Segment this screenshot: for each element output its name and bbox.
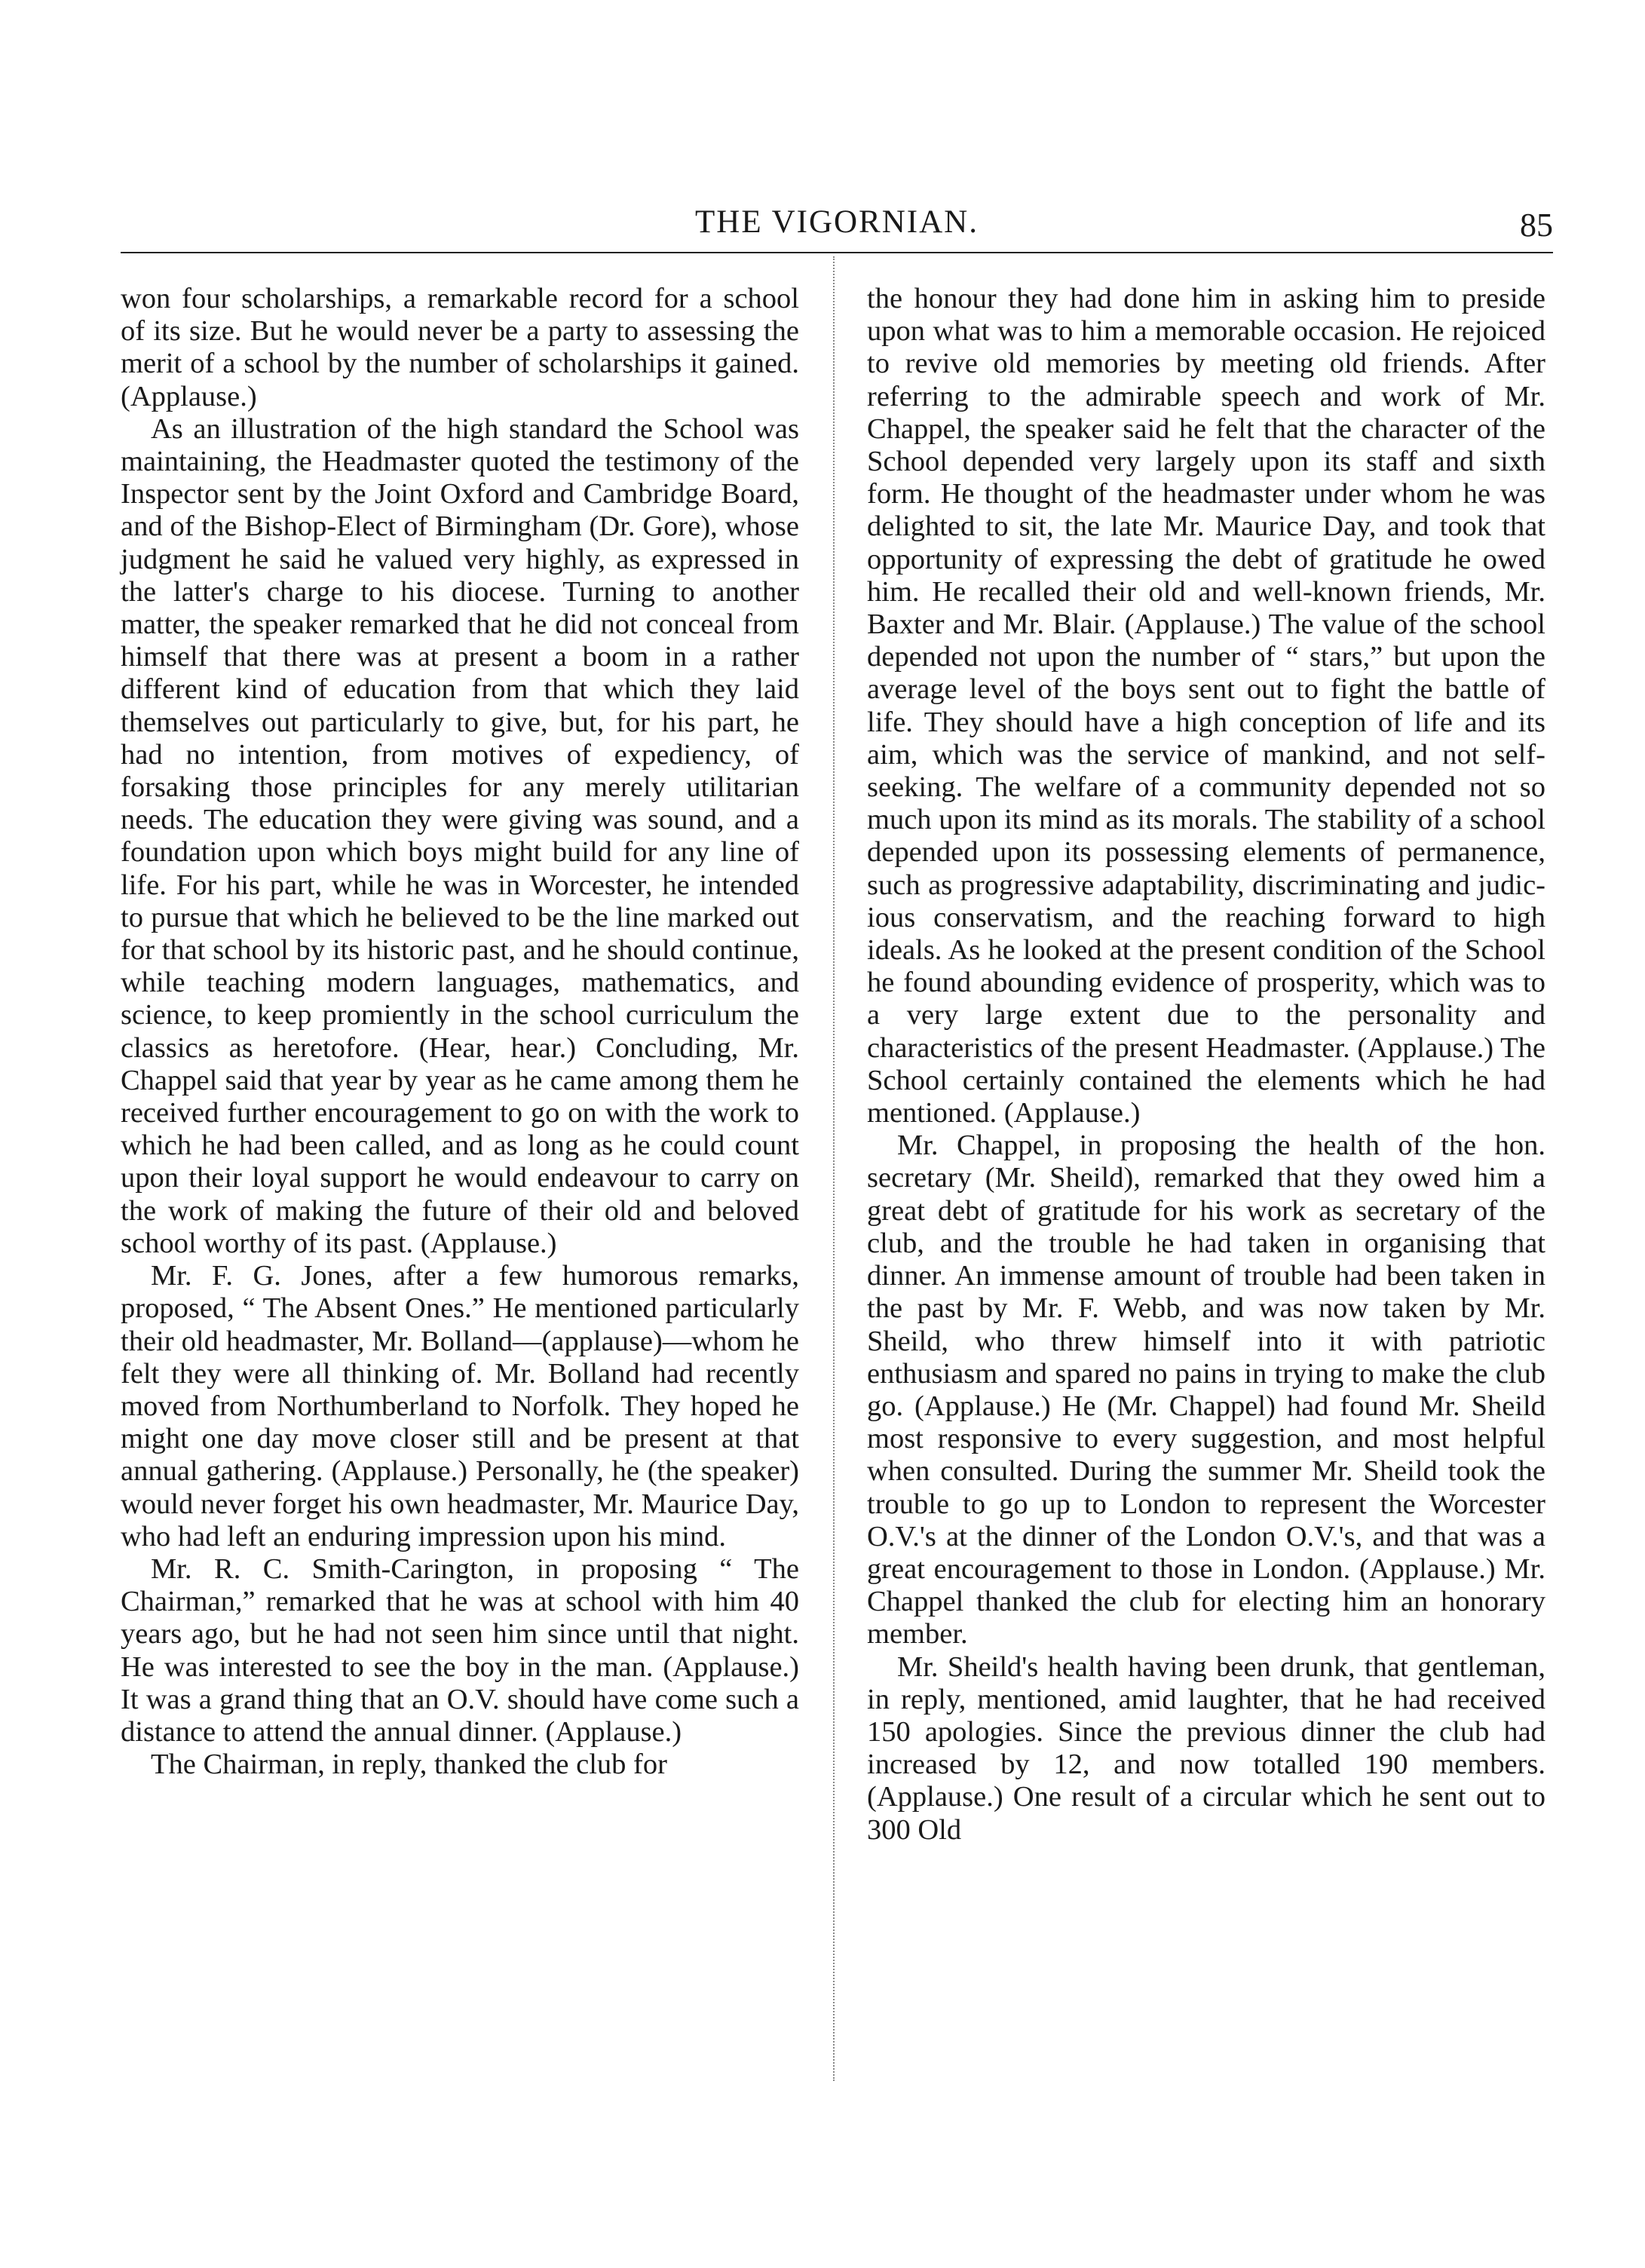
paragraph: Mr. R. C. Smith-Carington, in proposing “ The Chairman,” remarked that he was at school with him 40 years ago, but he had not seen him since until that night. He was interested to see the boy in the man. (Applause.) It was a grand thing that an O.V. should have come such a distance to attend the annual dinner. (Applause.) xyxy=(121,1552,799,1748)
page-number: 85 xyxy=(1520,207,1553,244)
paragraph: The Chairman, in reply, thanked the club for xyxy=(151,1749,667,1781)
column-divider xyxy=(833,256,835,2081)
paragraph: As an illustration of the high standard the School was maintaining, the Headmaster quoted the testimony of the Inspector sent by the Joint Oxford and Cambridge Board, and of the Bishop-Elect of Birmingham (Dr. Gore), whose judgment he said he valued very highly, as expressed in the latter's charge to his diocese. Turning to another matter, the speaker remarked that he did not conceal from himself that there was at present a boom in a rather different kind of education from that which they laid themselves out particularly to give, but, for his part, he had no intention, from motives of expediency, of forsaking those principles for any merely utilitarian needs. The education they were giving was sound, and a foundation upon which boys might build for any line of life. For his part, while he was in Worcester, he intended to pursue that which he believed to be the line marked out for that school by its historic past, and he should continue, while teaching modern languages, mathematics, and science, to keep promiently in the school curriculum the classics as heretofore. (Hear, hear.) Concluding, Mr. Chappel said that year by year as he came among them he received further encouragement to go on with the work to which he had been called, and as long as he could count upon their loyal support he would endeavour to carry on the work of making the future of their old and beloved school worthy of its past. (Applause.) xyxy=(121,412,799,1259)
paragraph: the honour they had done him in asking him to preside upon what was to him a memorable occasion. He rejoiced to revive old memories by meeting old friends. After referring to the admirable speech and work of Mr. Chappel, the speaker said he felt that the character of the School depended very largely upon its staff and sixth form. He thought of the headmaster under whom he was delighted to sit, the late Mr. Maurice Day, and took that opportunity of expressing the debt of gratitude he owed him. He recalled their old and well-known friends, Mr. Baxter and Mr. Blair. (Applause.) The value of the school depended not upon the number of “ stars,” but upon the average level of the boys sent out to fight the battle of life. They should have a high conception of life and its aim, which was the service of mankind, and not self-seeking. The welfare of a community depended not so much upon its mind as its morals. The stability of a school depended upon its possessing elements of permanence, such as progressive adaptability, discriminating and judicious conservatism, and the reaching forward to high ideals. As he looked at the present condition of the School he found abounding evidence of prosperity, which was to a very large extent due to the personality and characteristics of the present Headmaster. (Applause.) The School certainly contained the elements which he had mentioned. (Applause.) xyxy=(867,283,1545,1129)
right-column xyxy=(867,283,1545,1847)
header-rule xyxy=(121,252,1553,253)
paragraph: Mr. Sheild's health having been drunk, that gentleman, in reply, mentioned, amid laughter, that he had received 150 apologies. Since the previous dinner the club had increased by 12, and now totalled 190 members. (Applause.) One result of a circular which he sent out to 300 Old xyxy=(867,1650,1545,1846)
running-title: THE VIGORNIAN. xyxy=(695,204,979,240)
paragraph: won four scholarships, a remarkable record for a school of its size. But he would never be a party to assessing the merit of a school by the number of scholarships it gained. (Applause.) xyxy=(121,283,799,412)
paragraph: Mr. Chappel, in proposing the health of the hon. secretary (Mr. Sheild), remarked that they owed him a great debt of gratitude for his work as secretary of the club, and the trouble he had taken in organising that dinner. An immense amount of trouble had been taken in the past by Mr. F. Webb, and was now taken by Mr. Sheild, who threw himself into it with patriotic enthusiasm and spared no pains in trying to make the club go. (Applause.) He (Mr. Chappel) had found Mr. Sheild most responsive to every suggestion, and most helpful when consulted. During the summer Mr. Sheild took the trouble to go up to London to represent the Worcester O.V.'s at the dinner of the London O.V.'s, and that was a great encouragement to those in London. (Applause.) Mr. Chappel thanked the club for electing him an honorary member. xyxy=(867,1129,1545,1650)
page-header xyxy=(121,204,1553,249)
left-column xyxy=(121,283,799,1781)
paragraph: Mr. F. G. Jones, after a few humorous remarks, proposed, “ The Absent Ones.” He mentioned particularly their old headmaster, Mr. Bolland—(applause)—whom he felt they were all thinking of. Mr. Bolland had recently moved from Northumberland to Norfolk. They hoped he might one day move closer still and be present at that annual gathering. (Applause.) Personally, he (the speaker) would never forget his own headmaster, Mr. Maurice Day, who had left an enduring impression upon his mind. xyxy=(121,1260,799,1552)
